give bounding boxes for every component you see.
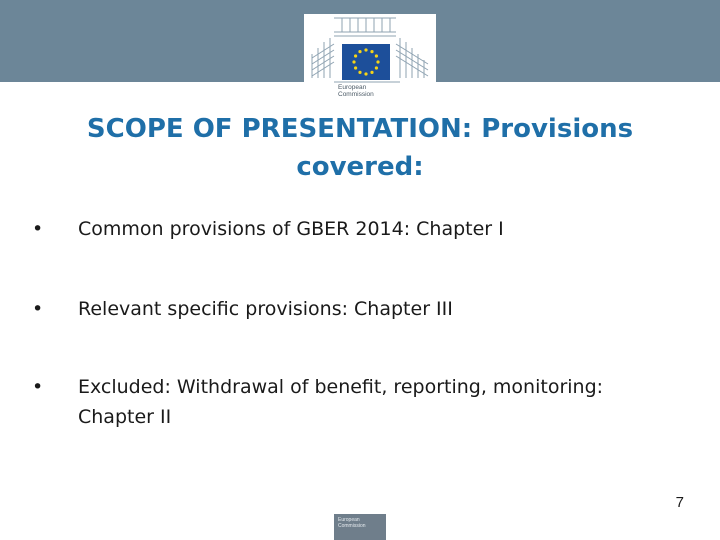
list-item (30, 294, 720, 324)
header-logo-text: European Commission (338, 84, 374, 98)
european-commission-footer-logo-icon (334, 514, 386, 540)
bullet-text: Relevant specific provisions: Chapter III (78, 298, 453, 320)
list-item (30, 214, 720, 244)
bullet-marker: • (32, 376, 44, 398)
slide-title: SCOPE OF PRESENTATION: Provisions covered: (86, 114, 634, 182)
footer-logo-text: European Commission (338, 517, 366, 529)
bullet-text: Excluded: Withdrawal of benefit, reporting, monitoring: Chapter II (78, 376, 604, 428)
page-number: 7 (675, 494, 684, 511)
list-item (30, 372, 638, 432)
bullet-marker: • (32, 218, 44, 240)
bullet-text: Common provisions of GBER 2014: Chapter I (78, 218, 504, 240)
bullet-marker: • (32, 298, 44, 320)
